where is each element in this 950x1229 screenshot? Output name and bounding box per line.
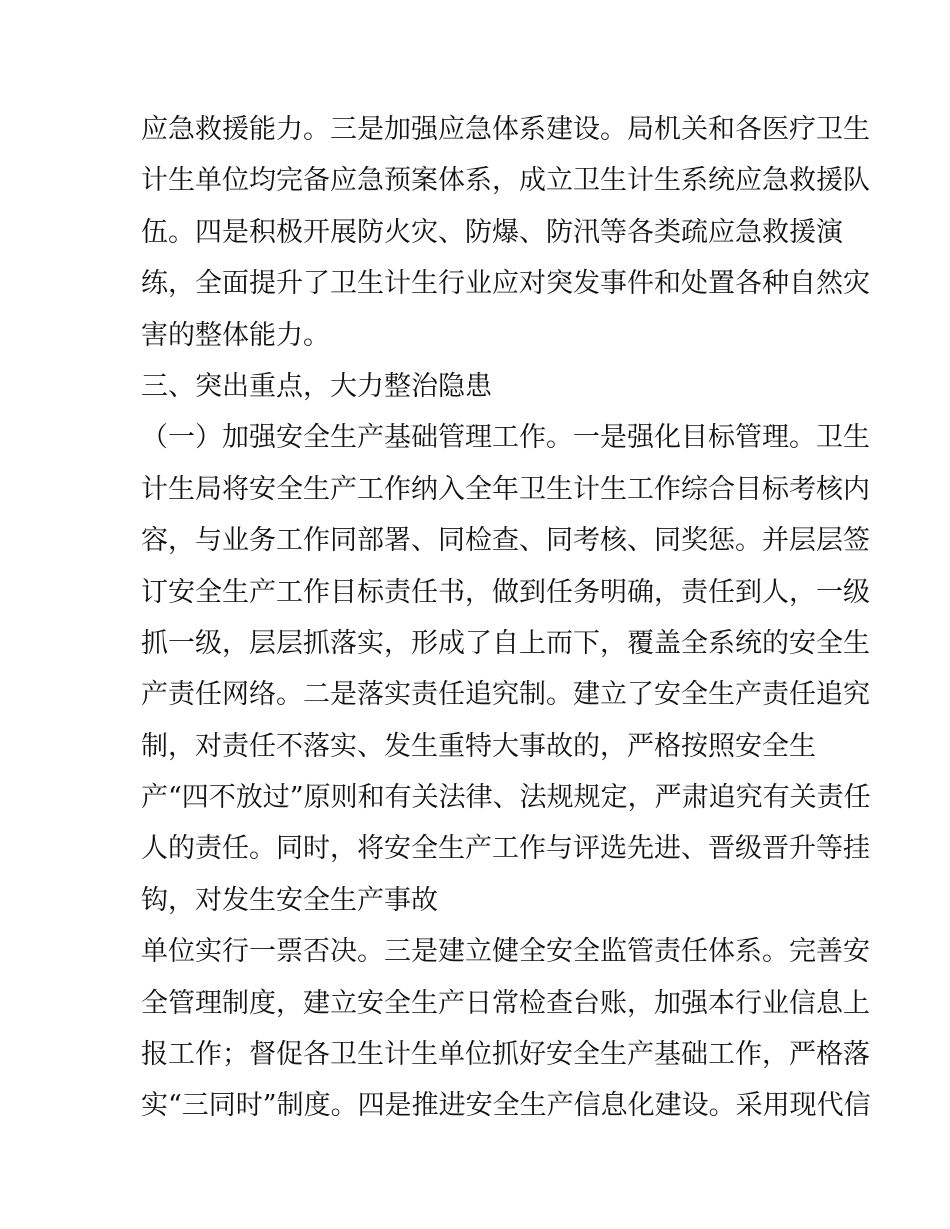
text-line: 容，与业务工作同部署、同检查、同考核、同奖惩。并层层签	[141, 525, 870, 557]
text-line: 人的责任。同时，将安全生产工作与评选先进、晋级晋升等挂	[141, 833, 870, 865]
text-line: 产“四不放过”原则和有关法律、法规规定，严肃追究有关责任	[141, 782, 871, 814]
section-heading: 三、突出重点，大力整治隐患	[141, 370, 492, 402]
text-line: 抓一级，层层抓落实，形成了自上而下，覆盖全系统的安全生	[141, 627, 870, 659]
text-line: 单位实行一票否决。三是建立健全安全监管责任体系。完善安	[141, 936, 870, 968]
subsection-heading-line: （一）加强安全生产基础管理工作。一是强化目标管理。卫生	[141, 422, 870, 454]
text-line: 订安全生产工作目标责任书，做到任务明确，责任到人，一级	[141, 576, 870, 608]
text-line: 钩，对发生安全生产事故	[141, 884, 438, 916]
text-line: 计生局将安全生产工作纳入全年卫生计生工作综合目标考核内	[141, 473, 870, 505]
text-line: 应急救援能力。三是加强应急体系建设。局机关和各医疗卫生	[141, 114, 870, 145]
text-line: 实“三同时”制度。四是推进安全生产信息化建设。采用现代信	[141, 1090, 871, 1122]
text-line: 报工作；督促各卫生计生单位抓好安全生产基础工作，严格落	[141, 1039, 870, 1071]
document-body	[141, 104, 871, 1132]
text-line: 害的整体能力。	[141, 319, 330, 351]
text-line: 练，全面提升了卫生计生行业应对突发事件和处置各种自然灾	[141, 268, 870, 300]
text-line: 伍。四是积极开展防火灾、防爆、防汛等各类疏应急救援演	[141, 216, 843, 248]
text-line: 计生单位均完备应急预案体系，成立卫生计生系统应急救援队	[141, 165, 870, 197]
text-line: 制，对责任不落实、发生重特大事故的，严格按照安全生	[141, 730, 816, 762]
text-line: 全管理制度，建立安全生产日常检查台账，加强本行业信息上	[141, 987, 870, 1019]
text-line: 产责任网络。二是落实责任追究制。建立了安全生产责任追究	[141, 679, 870, 711]
